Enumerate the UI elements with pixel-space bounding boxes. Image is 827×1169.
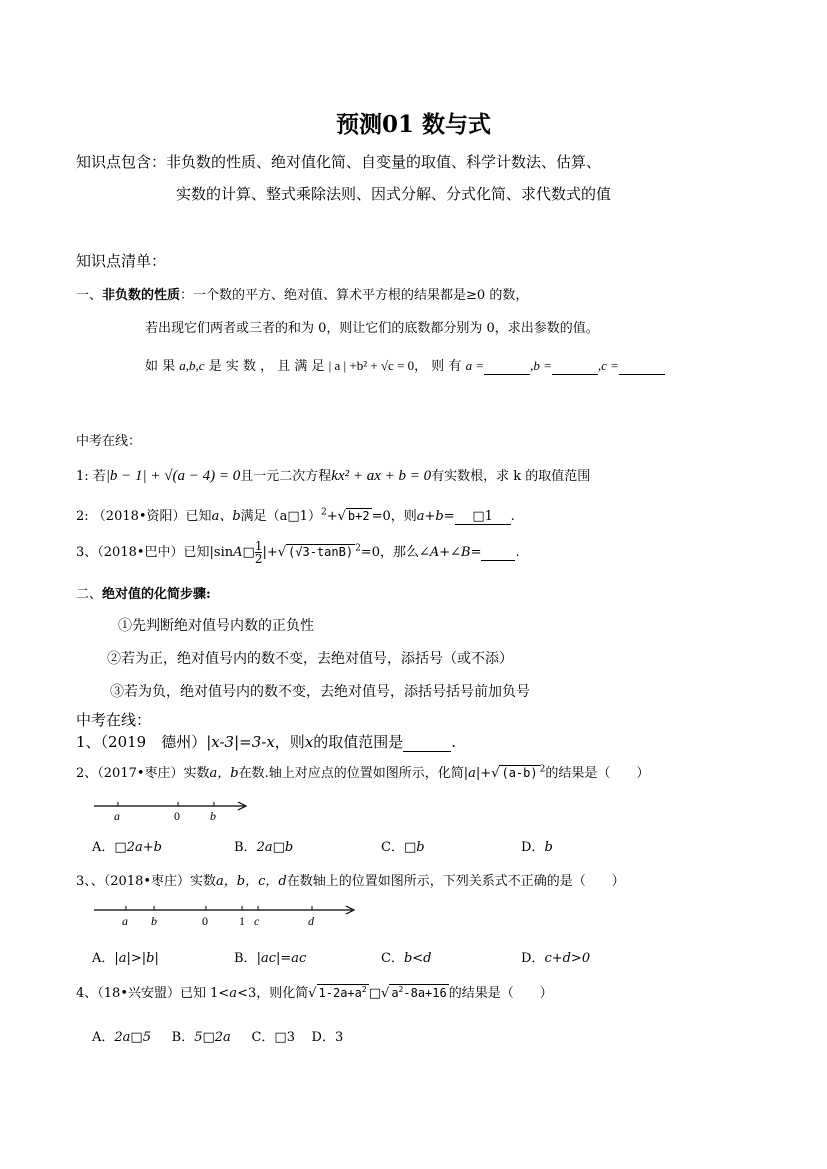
option-letter: A．	[92, 951, 115, 966]
p2-axis-label-0: 0	[174, 809, 180, 823]
p4-radicand-1-text: 1-2a+a	[318, 986, 362, 1000]
p4-radicand-2-base: a	[391, 986, 399, 1000]
q2-vars: a、b	[211, 509, 241, 524]
p3-number: 3、、	[76, 874, 104, 889]
q1-number: 1:	[76, 469, 89, 484]
option-letter: C．	[381, 951, 404, 966]
example-prefix: 如 果	[145, 359, 176, 374]
section-1-heading: 非负数的性质	[102, 288, 181, 303]
option-letter: B．	[171, 1030, 195, 1045]
p3-vars: a，b，c，d	[216, 874, 287, 889]
option-letter: D．	[311, 1030, 335, 1045]
option-text: b<d	[403, 951, 432, 966]
q3-source: （2018•巴中）已知|sin	[97, 545, 234, 560]
q2-radicand: b+2	[347, 509, 370, 523]
p2-vars: a，b	[209, 766, 239, 781]
p3-axis-label-c: c	[254, 914, 260, 928]
section-1-example	[145, 355, 665, 375]
intro-line-1	[76, 151, 601, 172]
option-letter: D．	[521, 951, 545, 966]
p1-expression: |x-3|=3-x	[206, 733, 275, 751]
q3-exponent: 2	[355, 543, 361, 554]
p2-option-a[interactable]	[92, 836, 162, 855]
p3-axis-label-b: b	[151, 914, 157, 928]
q2-source: （2018•资阳）已知	[92, 509, 212, 524]
p4-text: （18•兴安盟）已知 1<	[97, 986, 230, 1001]
p2-number: 2、	[76, 766, 98, 781]
q2-plus: +	[326, 509, 338, 524]
answer-c-label: ,c =	[597, 358, 619, 373]
p4-radicand-2-exp: 2	[398, 985, 404, 994]
p4-radicand-1	[317, 984, 369, 1000]
option-letter: C．	[251, 1030, 275, 1045]
section-2-step-3: ③若为负，绝对值号内的数不变，去绝对值号，添括号括号前加负号	[110, 684, 530, 700]
p2-tail: 的结果是（ ）	[545, 766, 650, 781]
p4-number: 4、	[76, 986, 98, 1001]
question-3: 3、（2018•巴中）已知|sinA□ $\frac{1}{2}$ |+√ (√3-tanB) $^2$=0，那么∠A+∠B= .	[76, 539, 520, 566]
p1-end: .	[451, 733, 457, 751]
p4-option-b[interactable]	[172, 1030, 231, 1045]
q2-end: .	[510, 509, 515, 524]
p1-var: x	[304, 733, 314, 751]
answer-c-blank	[619, 359, 665, 375]
p4-option-a[interactable]	[92, 1030, 151, 1045]
p3-option-b[interactable]	[234, 947, 306, 966]
q3-mid: |+	[262, 545, 278, 560]
section-1-number: 一、	[76, 288, 103, 303]
q3-end: .	[515, 545, 520, 560]
q1-mid: 且一元二次方程	[240, 469, 332, 484]
q2-tail: =0，则	[371, 509, 417, 524]
p4-options	[92, 1026, 343, 1045]
p2-option-d[interactable]	[521, 836, 553, 855]
page-title: 预测01 数与式	[335, 111, 491, 138]
question-1	[76, 465, 590, 485]
q1-equation: kx² + ax + b = 0	[331, 468, 432, 484]
q1-expression: |b − 1| + √(a − 4) = 0	[105, 468, 241, 484]
option-text: 5□2a	[194, 1030, 231, 1045]
p4-tail: 的结果是（ ）	[448, 986, 553, 1001]
option-text: □3	[274, 1030, 295, 1045]
option-text: |ac|=ac	[256, 951, 307, 966]
p3-option-c[interactable]	[381, 947, 432, 966]
p3-axis-label-1: 1	[239, 914, 245, 928]
option-letter: D．	[521, 840, 545, 855]
example-vars: a,b,c	[179, 358, 205, 373]
option-text: 2a□b	[256, 840, 294, 855]
answer-a-blank	[484, 359, 530, 375]
section-2-step-1: ①先判断绝对值号内数的正负性	[118, 618, 314, 634]
p1-mid: ，则	[274, 733, 305, 751]
p2-text: （2017•枣庄）实数	[97, 766, 210, 781]
q2-exponent: 2	[320, 507, 327, 518]
option-text: □b	[403, 840, 425, 855]
option-letter: B．	[234, 840, 257, 855]
option-letter: C．	[381, 840, 404, 855]
q3-radicand: (√3-tanB)	[288, 545, 354, 559]
section-1-desc: ：一个数的平方、绝对值、算术平方根的结果都是≥0 的数，	[180, 288, 529, 303]
q3-box: □	[242, 545, 255, 560]
q3-frac-denominator: 2	[254, 552, 263, 566]
p4-radicand-1-exp: 2	[361, 985, 367, 994]
q3-var: A	[233, 545, 243, 560]
p3-axis-label-0: 0	[202, 914, 208, 928]
practice-4: 4、（18•兴安盟）已知 1<a<3，则化简√ $1-2a+a^2$ □√ $a^2-8a+16$ 的结果是（ ）	[76, 985, 553, 1001]
p2-option-b[interactable]	[234, 836, 293, 855]
intro-topics-1: 非负数的性质、绝对值化简、自变量的取值、科学计数法、估算、	[166, 153, 602, 171]
p4-var: a	[229, 986, 238, 1001]
intro-topics-2: 实数的计算、整式乘除法则、因式分解、分式化简、求代数式的值	[176, 185, 612, 203]
exam-online-heading-2: 中考在线：	[76, 711, 152, 729]
q1-post: 有实数根，求 k 的取值范围	[431, 469, 591, 484]
p4-text-2: <3，则化简	[237, 986, 309, 1001]
p4-box: □	[368, 986, 382, 1001]
option-text: □2a+b	[114, 840, 162, 855]
p3-number-line	[92, 903, 362, 933]
option-text: b	[544, 840, 553, 855]
q2-answer: □1	[455, 509, 511, 525]
q2-condition: 满足（a□1）	[240, 509, 321, 524]
p2-number-line	[92, 796, 262, 826]
p1-blank	[403, 733, 451, 752]
q2-sum: a+b=	[416, 509, 455, 524]
answer-b-blank	[552, 359, 598, 375]
option-text: 2a□5	[114, 1030, 151, 1045]
example-mid: 是 实 数 ， 且 满 足	[208, 359, 325, 374]
section-1-desc-2: 若出现它们两者或三者的和为 0，则让它们的底数都分别为 0，求出参数的值。	[145, 321, 599, 336]
p2-option-c[interactable]	[381, 836, 425, 855]
p1-tail: 的取值范围是	[313, 733, 404, 751]
section-1-line	[76, 284, 528, 303]
p3-axis-label-d: d	[308, 914, 314, 928]
exam-online-heading-1: 中考在线：	[76, 434, 142, 449]
option-letter: B．	[234, 951, 257, 966]
option-letter: A．	[92, 1030, 115, 1045]
p2-radicand: (a-b)	[501, 766, 538, 780]
p3-tail: 在数轴上的位置如图所示，下列关系式不正确的是（ ）	[286, 874, 625, 889]
option-letter: A．	[92, 840, 115, 855]
practice-1	[76, 731, 456, 752]
answer-a-label: a =	[465, 358, 485, 373]
q3-number: 3、	[76, 545, 98, 560]
p2-text-3: |+	[475, 766, 492, 781]
p3-option-d[interactable]	[521, 947, 590, 966]
p2-text-2: 在数.轴上对应点的位置如图所示，化简|	[238, 766, 469, 781]
checklist-label: 知识点清单：	[76, 252, 167, 270]
p3-option-a[interactable]	[92, 947, 159, 966]
p3-axis-label-a: a	[122, 914, 128, 928]
practice-3	[76, 870, 625, 889]
section-2-line	[76, 583, 211, 602]
p2-var-a: a	[468, 766, 476, 781]
p4-radicand-2	[389, 984, 448, 1000]
p4-radicand-2-rest: -8a+16	[403, 986, 447, 1000]
p1-source: （2019 德州）	[100, 733, 207, 751]
option-text: |a|>|b|	[114, 951, 159, 966]
q3-frac-numerator: 1	[254, 539, 263, 553]
p4-option-c[interactable]	[251, 1030, 295, 1045]
example-then: ， 则 有	[414, 359, 462, 374]
section-2-step-2: ②若为正，绝对值号内的数不变，去绝对值号，添括号（或不添）	[107, 651, 513, 667]
option-text: 3	[334, 1030, 344, 1045]
section-2-heading: 绝对值的化简步骤	[102, 587, 207, 602]
p2-axis-label-b: b	[210, 809, 216, 823]
section-2-number: 二、	[76, 587, 103, 602]
q3-tail: =0，那么∠	[360, 545, 430, 560]
practice-2: 2、（2017•枣庄）实数a，b在数.轴上对应点的位置如图所示，化简|a|+√ (a-b) $^2$的结果是（ ）	[76, 764, 650, 781]
intro-label: 知识点包含：	[76, 153, 167, 171]
p2-axis-label-a: a	[114, 809, 120, 823]
q3-tail-2: A+∠B=	[429, 545, 482, 560]
p2-exponent: 2	[539, 764, 546, 775]
question-2: 2: （2018•资阳）已知a、b满足（a□1）$^2$+√ b+2 =0，则a+b= □1 .	[76, 507, 515, 524]
q1-pre: 若	[92, 469, 106, 484]
q2-number: 2:	[76, 509, 89, 524]
section-2-colon: :	[206, 587, 211, 602]
p3-text: （2018•枣庄）实数	[103, 874, 217, 889]
p4-option-d[interactable]	[312, 1030, 344, 1045]
q3-blank	[481, 545, 515, 561]
answer-b-label: ,b =	[530, 358, 552, 373]
p1-number: 1、	[76, 733, 101, 751]
option-text: c+d>0	[544, 951, 591, 966]
example-equation: | a | +b² + √c = 0	[328, 358, 415, 373]
